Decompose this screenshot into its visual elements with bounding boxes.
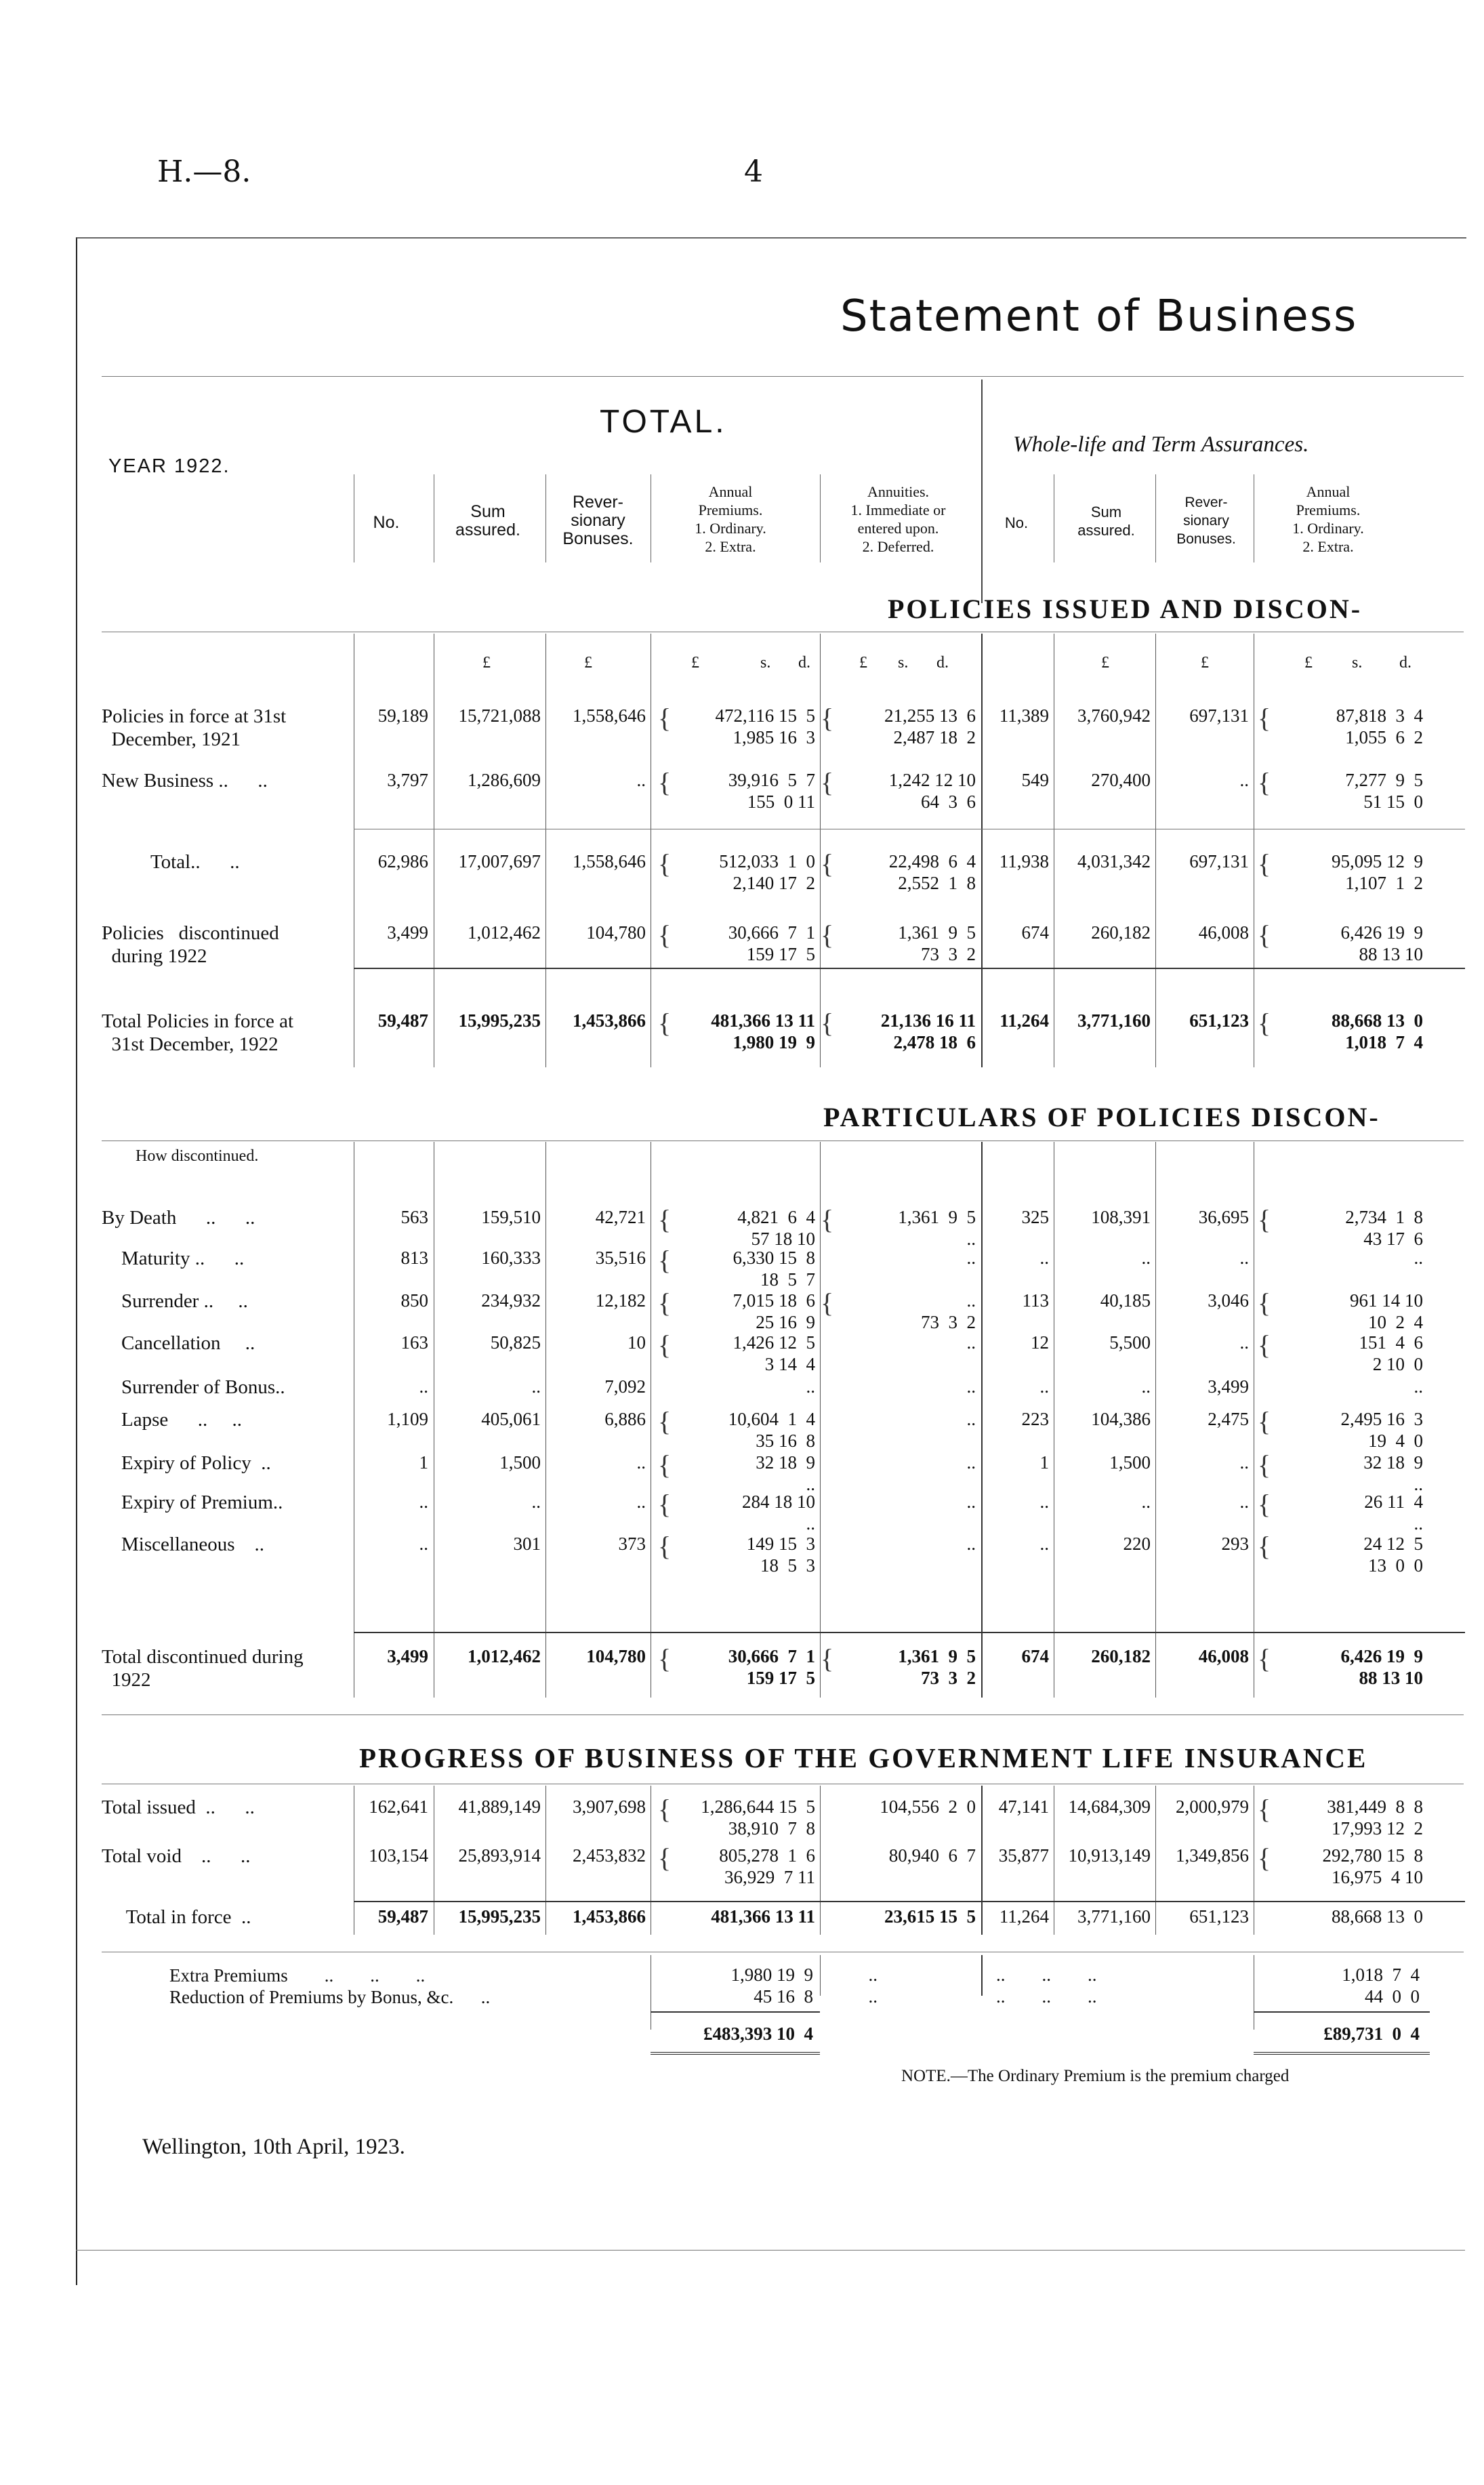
cell-wrev: 46,008	[1198, 1646, 1249, 1666]
cell-no: ..	[419, 1376, 428, 1397]
row-label: Total issued .. ..	[102, 1796, 255, 1818]
section-issued-heading: POLICIES ISSUED AND DISCON-	[888, 594, 1363, 624]
cell-wrev: 2,000,979	[1176, 1796, 1249, 1817]
unit-d: d.	[936, 654, 949, 672]
cell-rev: 1,558,646	[573, 705, 646, 726]
cell-rev: 373	[618, 1534, 646, 1554]
row-label: Total void .. ..	[102, 1845, 251, 1867]
cell-wno: 223	[1021, 1409, 1049, 1429]
cell-ann: 1,286,644 15 5 38,910 7 8	[701, 1796, 815, 1839]
brace-icon: {	[658, 1245, 672, 1275]
unit-s: s.	[760, 654, 771, 672]
cell-wsum: 270,400	[1091, 770, 1151, 790]
cell-wsum: 14,684,309	[1068, 1796, 1151, 1817]
divider	[354, 1901, 1465, 1902]
divider	[354, 1632, 1465, 1633]
divider	[981, 1955, 983, 1996]
cell-rev: ..	[636, 1492, 646, 1512]
cell-annu: 22,498 6 4 2,552 1 8	[888, 851, 976, 893]
cell-sum: 25,893,914	[458, 1845, 541, 1866]
cell-rev: 3,907,698	[573, 1796, 646, 1817]
cell-no: 162,641	[369, 1796, 428, 1817]
unit-pound: £	[691, 654, 699, 672]
cell-ann: 481,366 13 11	[711, 1906, 815, 1927]
cell-wann: 6,426 19 9 88 13 10	[1340, 1646, 1423, 1688]
brace-icon: {	[1258, 1489, 1271, 1519]
brace-icon: {	[658, 1794, 672, 1824]
cell-rev: ..	[636, 1452, 646, 1473]
cell-wrev: 697,131	[1189, 851, 1249, 871]
cell-ann: 32 18 9 ..	[756, 1452, 815, 1494]
row-label: Expiry of Policy ..	[102, 1452, 271, 1474]
brace-icon: {	[658, 1204, 672, 1235]
cell-annu: 23,615 15 5	[884, 1906, 976, 1927]
cell-annu: ..	[966, 1409, 976, 1429]
divider	[102, 376, 1464, 377]
cell-wsum: 3,760,942	[1077, 705, 1151, 726]
cell-ann: 284 18 10 ..	[742, 1492, 815, 1534]
brace-icon: {	[658, 920, 672, 950]
brace-icon: {	[658, 1406, 672, 1437]
brace-icon: {	[821, 1288, 834, 1318]
cell-sum: 41,889,149	[458, 1796, 541, 1817]
unit-pound: £	[859, 654, 867, 672]
cell-wno: 325	[1021, 1207, 1049, 1227]
brace-icon: {	[658, 1288, 672, 1318]
cell-ann: 6,330 15 8 18 5 7	[733, 1248, 815, 1290]
cell-wno: 674	[1021, 1646, 1049, 1666]
cell-rev: 42,721	[595, 1207, 646, 1227]
unit-s: s.	[898, 654, 909, 672]
cell-wann: 26 11 4 ..	[1364, 1492, 1423, 1534]
cell-wann: 95,095 12 9 1,107 1 2	[1332, 851, 1423, 893]
divider	[1254, 2052, 1430, 2055]
divider	[820, 1786, 821, 1935]
cell-ann: 1,426 12 5 3 14 4	[733, 1332, 815, 1374]
brace-icon: {	[658, 1450, 672, 1480]
cell-wno: 549	[1021, 770, 1049, 790]
row-label: Maturity .. ..	[102, 1248, 245, 1269]
cell-sum: 159,510	[481, 1207, 541, 1227]
divider	[981, 634, 983, 1067]
cell-wno: 674	[1021, 922, 1049, 943]
col-no: No.	[373, 513, 400, 532]
cell-wsum: 3,771,160	[1077, 1906, 1151, 1927]
cell-sum: 1,500	[499, 1452, 541, 1473]
section-progress-heading: PROGRESS OF BUSINESS OF THE GOVERNMENT LIFE INSURANCE	[359, 1742, 1368, 1773]
divider	[1155, 474, 1156, 562]
cell-no: 3,499	[387, 922, 428, 943]
cell-wann: ..	[1414, 1248, 1423, 1268]
brace-icon: {	[658, 703, 672, 733]
cell-wsum: 4,031,342	[1077, 851, 1151, 871]
unit-pound: £	[1304, 654, 1313, 672]
cell-wsum: 260,182	[1091, 1646, 1151, 1666]
brace-icon: {	[1258, 1406, 1271, 1437]
cell-annu: ..	[966, 1452, 976, 1473]
divider	[354, 968, 1465, 969]
cell-wsum: ..	[1141, 1376, 1151, 1397]
cell-rev: 1,453,866	[573, 1010, 646, 1031]
unit-d: d.	[1399, 654, 1411, 672]
divider	[651, 2052, 820, 2055]
cell-no: 3,797	[387, 770, 428, 790]
cell-ann: 481,366 13 11 1,980 19 9	[711, 1010, 815, 1052]
cell-annu: 104,556 2 0	[880, 1796, 976, 1817]
brace-icon: {	[821, 1204, 834, 1235]
cell-annu: ..	[966, 1492, 976, 1512]
cell-wrev: 46,008	[1198, 922, 1249, 943]
cell-wrev: 36,695	[1198, 1207, 1249, 1227]
cell-wann: 87,818 3 4 1,055 6 2	[1336, 705, 1423, 747]
cell-wann: 292,780 15 8 16,975 4 10	[1322, 1845, 1423, 1887]
wl-grand-total: £89,731 0 4	[1323, 2024, 1420, 2044]
brace-icon: {	[1258, 920, 1271, 950]
brace-icon: {	[821, 703, 834, 733]
cell-annu: ..	[966, 1332, 976, 1353]
divider	[981, 379, 983, 603]
cell-sum: 1,286,609	[468, 770, 541, 790]
cell-no: ..	[419, 1534, 428, 1554]
cell-wrev: ..	[1239, 1332, 1249, 1353]
cell-sum: 1,012,462	[468, 922, 541, 943]
row-label: Total in force ..	[102, 1906, 251, 1928]
brace-icon: {	[821, 1008, 834, 1038]
cell-wrev: 697,131	[1189, 705, 1249, 726]
cell-rev: 12,182	[595, 1290, 646, 1311]
extra-premiums-label: Extra Premiums .. .. ..	[169, 1965, 426, 1986]
whole-life-heading: Whole-life and Term Assurances.	[1013, 432, 1309, 457]
cell-ann: 10,604 1 4 35 16 8	[728, 1409, 815, 1451]
brace-icon: {	[1258, 1330, 1271, 1360]
row-label: Total Policies in force at 31st December, 1922	[102, 1010, 294, 1055]
cell-wann: 961 14 10 10 2 4	[1350, 1290, 1423, 1332]
cell-ann: 149 15 3 18 5 3	[746, 1534, 815, 1576]
total-heading: TOTAL.	[600, 404, 727, 440]
brace-icon: {	[658, 1531, 672, 1561]
cell-rev: 104,780	[586, 922, 646, 943]
row-label: Policies in force at 31st December, 1921	[102, 705, 287, 750]
cell-wann: 151 4 6 2 10 0	[1359, 1332, 1423, 1374]
cell-no: 59,487	[377, 1906, 428, 1927]
cell-wrev: 651,123	[1189, 1906, 1249, 1927]
cell-wno: ..	[1039, 1376, 1049, 1397]
extra-wl-dots: .. .. ..	[996, 1965, 1097, 1985]
page-number: 4	[744, 155, 763, 189]
cell-wsum: 3,771,160	[1077, 1010, 1151, 1031]
cell-rev: 1,558,646	[573, 851, 646, 871]
cell-wrev: 1,349,856	[1176, 1845, 1249, 1866]
cell-wno: 11,389	[999, 705, 1049, 726]
cell-no: ..	[419, 1492, 428, 1512]
cell-wrev: ..	[1239, 1248, 1249, 1268]
cell-sum: 1,012,462	[468, 1646, 541, 1666]
cell-sum: 50,825	[490, 1332, 541, 1353]
cell-wann: 32 18 9 ..	[1363, 1452, 1423, 1494]
cell-wann: 88,668 13 0 1,018 7 4	[1332, 1010, 1423, 1052]
divider	[820, 474, 821, 562]
cell-sum: 17,007,697	[458, 851, 541, 871]
cell-wno: 12	[1031, 1332, 1049, 1353]
note: NOTE.—The Ordinary Premium is the premium charged	[901, 2067, 1290, 2085]
cell-annu: ..	[966, 1534, 976, 1554]
col-rev: Rever- sionary Bonuses.	[562, 493, 634, 548]
brace-icon: {	[1258, 1204, 1271, 1235]
cell-wno: ..	[1039, 1534, 1049, 1554]
reduction-annuities-value: ..	[868, 1986, 878, 2007]
brace-icon: {	[1258, 1643, 1271, 1674]
cell-wno: 11,264	[999, 1906, 1049, 1927]
brace-icon: {	[658, 848, 672, 879]
reduction-wl-dots: .. .. ..	[996, 1986, 1097, 2007]
cell-annu: 21,136 16 11 2,478 18 6	[880, 1010, 976, 1052]
cell-ann: 30,666 7 1 159 17 5	[728, 922, 815, 964]
cell-annu: 1,361 9 5 73 3 2	[898, 1646, 976, 1688]
cell-wrev: ..	[1239, 1492, 1249, 1512]
unit-pound: £	[584, 654, 592, 672]
brace-icon: {	[1258, 1450, 1271, 1480]
col-wl-rev: Rever- sionary Bonuses.	[1176, 495, 1236, 547]
divider	[981, 1142, 983, 1698]
cell-wsum: ..	[1141, 1492, 1151, 1512]
divider	[651, 2011, 820, 2013]
cell-annu: 21,255 13 6 2,487 18 2	[884, 705, 976, 747]
cell-ann: 4,821 6 4 57 18 10	[737, 1207, 815, 1249]
brace-icon: {	[1258, 1843, 1271, 1873]
cell-no: 59,189	[377, 705, 428, 726]
brace-icon: {	[1258, 703, 1271, 733]
cell-wrev: 3,046	[1208, 1290, 1249, 1311]
brace-icon: {	[821, 920, 834, 950]
row-label: Expiry of Premium..	[102, 1492, 283, 1513]
cell-rev: 35,516	[595, 1248, 646, 1268]
cell-annu: 1,242 12 10 64 3 6	[888, 770, 976, 812]
cell-rev: 7,092	[604, 1376, 646, 1397]
row-label: Surrender .. ..	[102, 1290, 248, 1312]
cell-wsum: 220	[1123, 1534, 1151, 1554]
row-label: Total discontinued during 1922	[102, 1646, 304, 1691]
cell-wno: 35,877	[998, 1845, 1049, 1866]
cell-wann: 2,734 1 8 43 17 6	[1345, 1207, 1423, 1249]
cell-no: 163	[400, 1332, 428, 1353]
divider	[76, 2250, 1465, 2251]
brace-icon: {	[821, 848, 834, 879]
cell-annu: 1,361 9 5 73 3 2	[898, 922, 976, 964]
reduction-value: 45 16 8	[754, 1986, 813, 2007]
brace-icon: {	[658, 1643, 672, 1674]
unit-pound: £	[482, 654, 491, 672]
cell-wann: 88,668 13 0	[1332, 1906, 1423, 1927]
section-particulars-heading: PARTICULARS OF POLICIES DISCON-	[823, 1102, 1380, 1132]
cell-no: 813	[400, 1248, 428, 1268]
cell-rev: 1,453,866	[573, 1906, 646, 1927]
brace-icon: {	[1258, 1288, 1271, 1318]
how-discontinued-label: How discontinued.	[136, 1147, 259, 1165]
extra-annuities-value: ..	[868, 1965, 878, 1985]
cell-wann: 6,426 19 9 88 13 10	[1340, 922, 1423, 964]
unit-d: d.	[798, 654, 810, 672]
cell-wann: 24 12 5 13 0 0	[1363, 1534, 1423, 1576]
brace-icon: {	[658, 767, 672, 798]
reduction-label: Reduction of Premiums by Bonus, &c. ..	[169, 1987, 491, 2007]
brace-icon: {	[1258, 1531, 1271, 1561]
cell-rev: 6,886	[604, 1409, 646, 1429]
cell-ann: 805,278 1 6 36,929 7 11	[719, 1845, 815, 1887]
cell-no: 103,154	[369, 1845, 428, 1866]
cell-sum: ..	[531, 1376, 541, 1397]
brace-icon: {	[1258, 848, 1271, 879]
cell-sum: 234,932	[481, 1290, 541, 1311]
brace-icon: {	[821, 1643, 834, 1674]
cell-wrev: 651,123	[1189, 1010, 1249, 1031]
row-label: Lapse .. ..	[102, 1409, 242, 1431]
document-reference: H.—8.	[157, 155, 251, 189]
cell-wann: ..	[1414, 1376, 1423, 1397]
row-label: Miscellaneous ..	[102, 1534, 265, 1555]
signature-date: Wellington, 10th April, 1923.	[142, 2135, 405, 2159]
cell-wann: 381,449 8 8 17,993 12 2	[1327, 1796, 1423, 1839]
cell-rev: 104,780	[586, 1646, 646, 1666]
row-label: Policies discontinued during 1922	[102, 922, 279, 967]
cell-wrev: ..	[1239, 770, 1249, 790]
divider	[1254, 2011, 1430, 2013]
unit-s: s.	[1352, 654, 1363, 672]
cell-no: 563	[400, 1207, 428, 1227]
cell-annu: ..	[966, 1248, 976, 1268]
cell-annu: 80,940 6 7	[888, 1845, 976, 1866]
cell-ann: 512,033 1 0 2,140 17 2	[719, 851, 815, 893]
cell-no: 1,109	[387, 1409, 428, 1429]
cell-sum: 405,061	[481, 1409, 541, 1429]
divider	[981, 1786, 983, 1935]
brace-icon: {	[1258, 767, 1271, 798]
brace-icon: {	[821, 767, 834, 798]
cell-wsum: 108,391	[1091, 1207, 1151, 1227]
cell-sum: 301	[513, 1534, 541, 1554]
cell-wrev: 2,475	[1208, 1409, 1249, 1429]
divider	[102, 1714, 1464, 1715]
row-label: Total.. ..	[102, 851, 240, 873]
col-wl-sum: Sum assured.	[1077, 504, 1135, 539]
cell-wsum: 40,185	[1100, 1290, 1151, 1311]
divider	[820, 1955, 821, 1996]
page-title: Statement of Business	[840, 291, 1358, 342]
cell-annu: .. 73 3 2	[921, 1290, 976, 1332]
cell-wno: 113	[1022, 1290, 1049, 1311]
cell-no: 62,986	[377, 851, 428, 871]
divider	[545, 474, 546, 562]
cell-rev: 10	[627, 1332, 646, 1353]
cell-ann: ..	[806, 1376, 815, 1397]
row-label: By Death .. ..	[102, 1207, 255, 1229]
extra-wl-premiums: 1,018 7 4	[1342, 1965, 1420, 1985]
unit-pound: £	[1201, 654, 1209, 672]
cell-no: 3,499	[387, 1646, 428, 1666]
cell-wann: 2,495 16 3 19 4 0	[1340, 1409, 1423, 1451]
row-label: Surrender of Bonus..	[102, 1376, 285, 1398]
cell-wno: 1	[1039, 1452, 1049, 1473]
cell-no: 59,487	[377, 1010, 428, 1031]
cell-wrev: 3,499	[1208, 1376, 1249, 1397]
row-label: New Business .. ..	[102, 770, 268, 792]
cell-wsum: 260,182	[1091, 922, 1151, 943]
row-label: Cancellation ..	[102, 1332, 255, 1354]
cell-sum: 15,721,088	[458, 705, 541, 726]
cell-wrev: 293	[1221, 1534, 1249, 1554]
brace-icon: {	[658, 1008, 672, 1038]
cell-ann: 472,116 15 5 1,985 16 3	[715, 705, 815, 747]
col-annuities: Annuities. 1. Immediate or entered upon. 2. Deferred.	[850, 483, 946, 555]
col-wl-annual: Annual Premiums. 1. Ordinary. 2. Extra.	[1292, 483, 1364, 555]
cell-wsum: 1,500	[1109, 1452, 1151, 1473]
unit-pound: £	[1101, 654, 1109, 672]
cell-no: 1	[419, 1452, 428, 1473]
col-annual: Annual Premiums. 1. Ordinary. 2. Extra.	[695, 483, 766, 555]
year-label: YEAR 1922.	[108, 455, 230, 477]
brace-icon: {	[1258, 1008, 1271, 1038]
brace-icon: {	[1258, 1794, 1271, 1824]
brace-icon: {	[658, 1489, 672, 1519]
grand-total: £483,393 10 4	[703, 2024, 813, 2044]
brace-icon: {	[658, 1843, 672, 1873]
cell-annu: 1,361 9 5 ..	[898, 1207, 976, 1249]
cell-no: 850	[400, 1290, 428, 1311]
cell-wsum: ..	[1141, 1248, 1151, 1268]
col-sum: Sum assured.	[455, 502, 520, 539]
cell-ann: 39,916 5 7 155 0 11	[728, 770, 815, 812]
cell-wno: 11,938	[999, 851, 1049, 871]
cell-ann: 7,015 18 6 25 16 9	[733, 1290, 815, 1332]
cell-ann: 30,666 7 1 159 17 5	[728, 1646, 815, 1688]
cell-sum: 15,995,235	[458, 1010, 541, 1031]
cell-wno: 11,264	[999, 1010, 1049, 1031]
reduction-wl-premiums: 44 0 0	[1365, 1986, 1420, 2007]
cell-wann: 7,277 9 5 51 15 0	[1345, 770, 1423, 812]
cell-wrev: ..	[1239, 1452, 1249, 1473]
cell-annu: ..	[966, 1376, 976, 1397]
col-wl-no: No.	[1004, 514, 1029, 531]
cell-wno: ..	[1039, 1492, 1049, 1512]
cell-sum: ..	[531, 1492, 541, 1512]
cell-wsum: 104,386	[1091, 1409, 1151, 1429]
cell-rev: 2,453,832	[573, 1845, 646, 1866]
extra-premiums-value: 1,980 19 9	[730, 1965, 813, 1985]
cell-sum: 15,995,235	[458, 1906, 541, 1927]
cell-wno: 47,141	[998, 1796, 1049, 1817]
brace-icon: {	[658, 1330, 672, 1360]
cell-wsum: 5,500	[1109, 1332, 1151, 1353]
cell-sum: 160,333	[481, 1248, 541, 1268]
cell-wno: ..	[1039, 1248, 1049, 1268]
cell-rev: ..	[636, 770, 646, 790]
cell-wsum: 10,913,149	[1068, 1845, 1151, 1866]
